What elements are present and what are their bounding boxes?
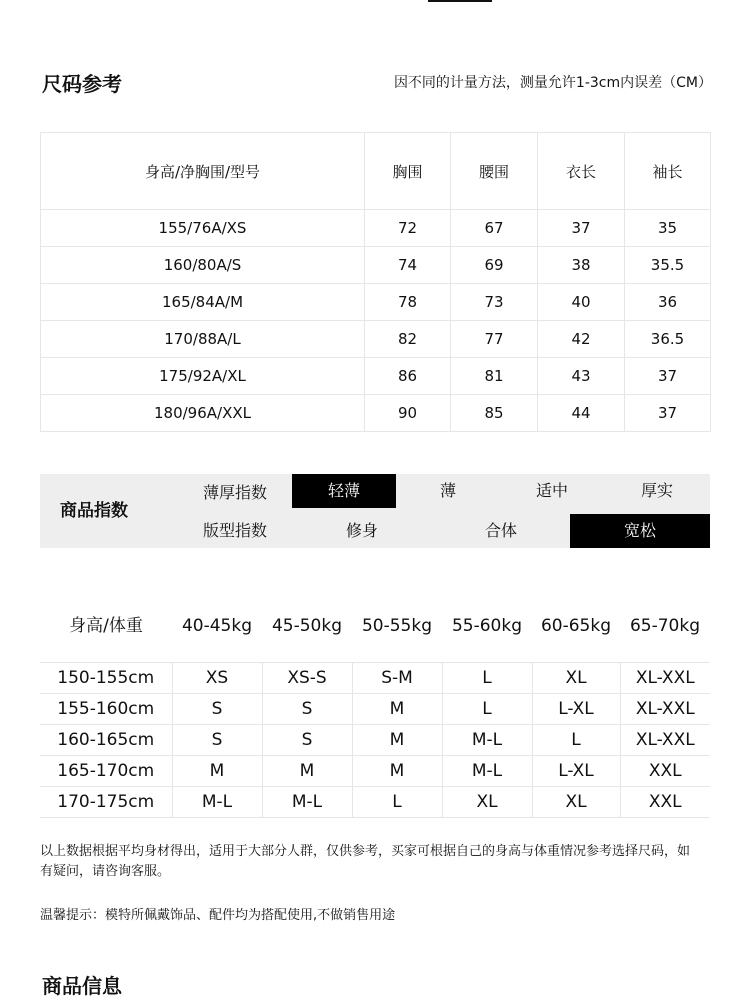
size-cell: XL-XXL [620,694,710,725]
size-cell: S-M [352,663,442,694]
measurement-note: 因不同的计量方法，测量允许1-3cm内误差（CM） [393,75,712,91]
table-cell: 175/92A/XL [41,358,365,395]
table-cell: 73 [451,284,538,321]
size-cell: L-XL [532,756,620,787]
table-row [41,321,711,358]
header-cell: 身高/净胸围/型号 [41,133,365,210]
size-cell: L [442,694,532,725]
size-cell: XL [442,787,532,818]
size-cell: M [352,725,442,756]
weight-table-header [40,604,710,648]
table-row [40,725,710,756]
table-cell: 85 [451,395,538,432]
size-cell: XS [172,663,262,694]
size-cell: XL-XXL [620,663,710,694]
fit-option-regular: 合体 [484,521,517,540]
disclaimer-text: 以上数据根据平均身材得出，适用于大部分人群，仅供参考，买家可根据自己的身高与体重情况参考选择尺码，如有疑问，请咨询客服。 [40,844,691,879]
size-cell: L [532,725,620,756]
table-cell: 90 [365,395,451,432]
size-cell: XL-XXL [620,725,710,756]
size-cell: XXL [620,787,710,818]
table-cell: 82 [365,321,451,358]
thickness-option-medium: 适中 [535,481,568,500]
weight-header: 50-55kg [361,616,433,636]
height-weight-corner: 身高/体重 [69,616,143,636]
height-cell: 160-165cm [40,725,172,756]
table-cell: 37 [538,210,625,247]
header-cell: 腰围 [451,133,538,210]
size-cell: XL [532,787,620,818]
size-cell: L-XL [532,694,620,725]
height-weight-table [40,662,710,818]
size-cell: M-L [442,756,532,787]
size-section-title: 尺码参考 [42,72,122,96]
height-cell: 150-155cm [40,663,172,694]
table-cell: 74 [365,247,451,284]
table-row [40,694,710,725]
table-cell: 43 [538,358,625,395]
thickness-option-thick: 厚实 [640,481,673,500]
table-row [40,756,710,787]
table-cell: 86 [365,358,451,395]
size-table [40,132,711,432]
table-row [41,358,711,395]
size-cell: M-L [172,787,262,818]
size-cell: M-L [442,725,532,756]
table-cell: 36 [625,284,711,321]
table-cell: 42 [538,321,625,358]
height-cell: 170-175cm [40,787,172,818]
fit-option-slim: 修身 [345,521,378,540]
size-cell: S [172,725,262,756]
table-row [41,395,711,432]
height-cell: 155-160cm [40,694,172,725]
size-cell: S [262,694,352,725]
table-row [40,663,710,694]
size-cell: M [352,694,442,725]
size-cell: M [172,756,262,787]
weight-header: 60-65kg [540,616,612,636]
thickness-option-thin: 薄 [439,481,456,500]
header-cell: 胸围 [365,133,451,210]
thickness-option-light-thin: 轻薄 [292,474,396,508]
table-row [41,247,711,284]
product-info-title: 商品信息 [42,974,122,998]
header-cell: 袖长 [625,133,711,210]
table-cell: 37 [625,395,711,432]
top-divider [428,0,492,2]
thickness-index-label: 薄厚指数 [202,483,267,502]
tip-text: 温馨提示：模特所佩戴饰品、配件均为搭配使用,不做销售用途 [40,908,396,923]
weight-header: 55-60kg [451,616,523,636]
table-cell: 155/76A/XS [41,210,365,247]
size-cell: M-L [262,787,352,818]
size-cell: XXL [620,756,710,787]
header-cell: 衣长 [538,133,625,210]
table-cell: 40 [538,284,625,321]
table-cell: 35 [625,210,711,247]
height-cell: 165-170cm [40,756,172,787]
size-cell: M [262,756,352,787]
table-cell: 36.5 [625,321,711,358]
weight-header: 40-45kg [181,616,253,636]
size-table-header [41,133,711,210]
fit-option-loose: 宽松 [570,514,710,548]
table-cell: 35.5 [625,247,711,284]
table-cell: 165/84A/M [41,284,365,321]
table-cell: 78 [365,284,451,321]
product-index-band [40,474,710,548]
size-cell: S [262,725,352,756]
product-index-label: 商品指数 [60,501,128,521]
table-cell: 77 [451,321,538,358]
weight-header: 65-70kg [629,616,701,636]
size-cell: M [352,756,442,787]
table-cell: 67 [451,210,538,247]
fit-index-label: 版型指数 [202,521,267,540]
size-cell: S [172,694,262,725]
table-cell: 69 [451,247,538,284]
table-row [41,284,711,321]
size-cell: XL [532,663,620,694]
table-cell: 180/96A/XXL [41,395,365,432]
size-cell: L [352,787,442,818]
table-cell: 72 [365,210,451,247]
table-cell: 81 [451,358,538,395]
table-row [40,787,710,818]
weight-header: 45-50kg [271,616,343,636]
table-cell: 170/88A/L [41,321,365,358]
table-cell: 37 [625,358,711,395]
table-cell: 38 [538,247,625,284]
table-cell: 44 [538,395,625,432]
size-cell: XS-S [262,663,352,694]
table-row [41,210,711,247]
size-cell: L [442,663,532,694]
table-cell: 160/80A/S [41,247,365,284]
